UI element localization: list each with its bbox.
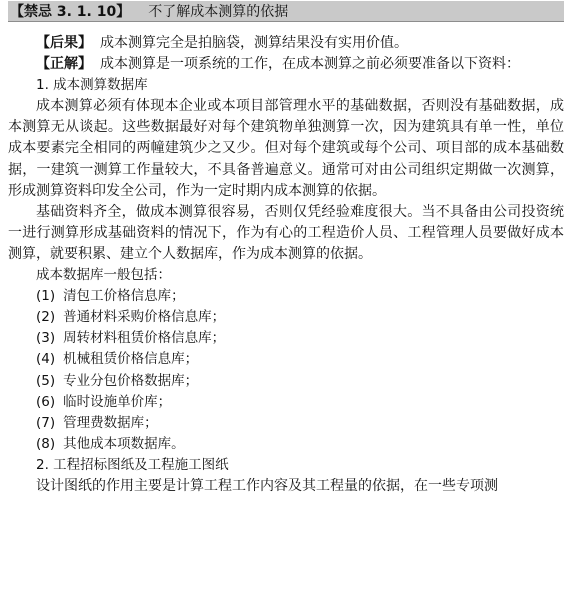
list-item	[8, 286, 564, 307]
list-item-text: 机械租赁价格信息库；	[63, 351, 199, 368]
list-item-number: (2)	[36, 309, 56, 326]
list-item-number: (3)	[36, 330, 56, 347]
list-item	[8, 413, 564, 434]
section1-paragraph-2: 基础资料齐全，做成本测算很容易，否则仅凭经验难度很大。当不具备由公司投资统一进行测算形成基础资料的情况下，作为有心的工程造价人员、工程管理人员要做好成本测算，就要积累、建立个人数据库，作为成本测算的依据。	[8, 203, 564, 262]
list-item	[8, 434, 564, 455]
section2-heading: 2. 工程招标图纸及工程施工图纸	[36, 456, 229, 473]
section-code: 【禁忌 3. 1. 10】	[10, 4, 131, 20]
list-item-number: (5)	[36, 372, 56, 389]
list-item-number: (1)	[36, 288, 56, 305]
section-header	[8, 1, 564, 22]
section1-paragraph-1: 成本测算必须有体现本企业或本项目部管理水平的基础数据，否则没有基础数据，成本测算无从谈起。这些数据最好对每个建筑物单独测算一次，因为建筑具有单一性，单位成本要素完全相同的两幢建筑少之又少。但对每个建筑或每个公司、项目部的成本基础数据，一建筑一测算工作量较大，不具备普遍意义。通常可对由公司组织定期做一次测算，形成测算资料印发全公司，作为一定时期内成本测算的依据。	[8, 98, 564, 199]
list-item-number: (4)	[36, 351, 56, 368]
list-item-text: 管理费数据库；	[63, 414, 158, 431]
list-item-number: (6)	[36, 393, 56, 410]
solution-paragraph	[8, 54, 564, 75]
consequence-tag: 【后果】	[36, 35, 92, 51]
consequence-text: 成本测算完全是拍脑袋，测算结果没有实用价值。	[100, 35, 408, 51]
list-item-text: 周转材料租赁价格信息库；	[63, 330, 226, 347]
list-item	[8, 392, 564, 413]
section-title: 不了解成本测算的依据	[148, 4, 289, 20]
list-item-text: 临时设施单价库；	[63, 393, 172, 410]
list-item	[8, 371, 564, 392]
list-item-text: 专业分包价格数据库；	[63, 372, 199, 389]
consequence-paragraph	[8, 33, 564, 54]
list-item	[8, 328, 564, 349]
document-body	[8, 33, 564, 497]
list-item-text: 清包工价格信息库；	[63, 288, 185, 305]
list-item-number: (8)	[36, 435, 56, 452]
solution-text: 成本测算是一项系统的工作，在成本测算之前必须要准备以下资料：	[100, 56, 520, 73]
list-item	[8, 349, 564, 370]
list-intro: 成本数据库一般包括：	[36, 267, 171, 284]
list-item-number: (7)	[36, 414, 56, 431]
section2-paragraph-1: 设计图纸的作用主要是计算工程工作内容及其工程量的依据，在一些专项测	[36, 477, 498, 494]
section1-heading: 1. 成本测算数据库	[36, 77, 148, 94]
solution-tag: 【正解】	[36, 56, 92, 73]
list-item	[8, 307, 564, 328]
list-item-text: 其他成本项数据库。	[63, 435, 185, 452]
list-item-text: 普通材料采购价格信息库；	[63, 309, 226, 326]
